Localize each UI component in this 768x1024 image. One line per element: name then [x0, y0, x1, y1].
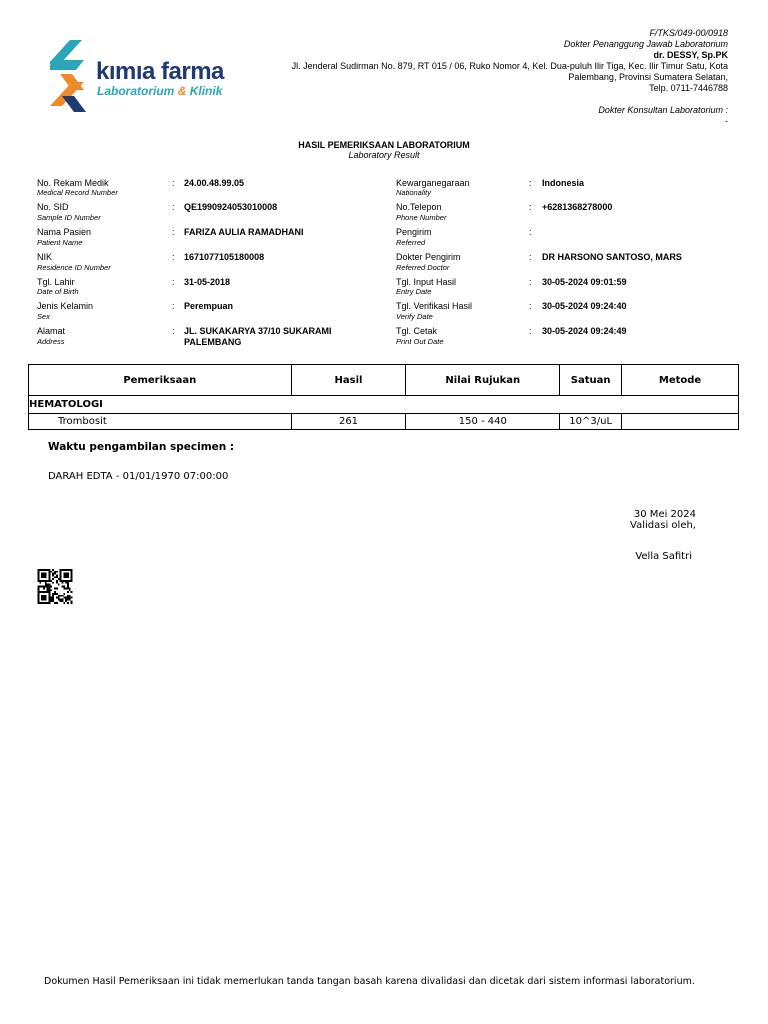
header-unit: Satuan	[560, 365, 622, 396]
info-value: DR HARSONO SANTOSO, MARS	[542, 252, 682, 262]
info-value: 1671077105180008	[184, 252, 265, 262]
info-label-en: Medical Record Number	[37, 188, 118, 197]
section-row	[29, 396, 739, 414]
info-label-en: Sample ID Number	[37, 213, 101, 222]
info-label: Tgl. Lahir	[37, 277, 75, 287]
table-row	[29, 414, 739, 430]
info-label: No. SID	[37, 202, 69, 212]
info-label-en: Phone Number	[396, 213, 447, 222]
cell-test: Trombosit	[29, 414, 292, 430]
info-colon: :	[529, 252, 532, 262]
info-value: 30-05-2024 09:01:59	[542, 277, 627, 287]
info-label-en: Residence ID Number	[37, 263, 111, 272]
doctor-in-charge: dr. DESSY, Sp.PK	[653, 50, 728, 60]
info-label: No. Rekam Medik	[37, 178, 109, 188]
info-colon: :	[172, 326, 175, 336]
validation-date: 30 Mei 2024	[633, 509, 696, 520]
consultant-label: Dokter Konsultan Laboratorium :	[598, 105, 728, 115]
info-label: Jenis Kelamin	[37, 301, 94, 311]
header-result: Hasil	[291, 365, 406, 396]
info-colon: :	[529, 326, 532, 336]
info-label-en: Address	[37, 337, 65, 346]
info-value: 30-05-2024 09:24:40	[542, 301, 627, 311]
validation-label: Validasi oleh,	[630, 520, 696, 531]
header-method: Metode	[622, 365, 739, 396]
info-label-en: Date of Birth	[37, 287, 79, 296]
header-reference: Nilai Rujukan	[406, 365, 560, 396]
info-value: Perempuan	[184, 301, 234, 311]
info-colon: :	[529, 227, 532, 237]
form-code: F/TKS/049-00/0918	[649, 28, 728, 38]
info-label-en: Nationality	[396, 188, 432, 197]
lab-address-line1: Jl. Jenderal Sudirman No. 879, RT 015 / 06, Ruko Nomor 4, Kel. Dua-puluh Ilir Tiga, Kec. Ilir Timur Satu, Kota	[291, 61, 728, 71]
brand-name: kımıa farma	[96, 58, 224, 85]
doctor-in-charge-label: Dokter Penanggung Jawab Laboratorium	[563, 39, 728, 49]
info-value-line2: PALEMBANG	[184, 337, 242, 347]
consultant-value: -	[725, 116, 728, 126]
info-label: Pengirim	[396, 227, 432, 237]
section-label: HEMATOLOGI	[29, 396, 739, 414]
results-header-row	[29, 365, 739, 396]
info-label: No.Telepon	[396, 202, 442, 212]
info-value: 30-05-2024 09:24:49	[542, 326, 627, 336]
specimen-value: DARAH EDTA - 01/01/1970 07:00:00	[48, 471, 229, 482]
info-label: NIK	[37, 252, 53, 262]
specimen-label: Waktu pengambilan specimen :	[48, 441, 235, 453]
cell-reference: 150 - 440	[406, 414, 560, 430]
document-title: HASIL PEMERIKSAAN LABORATORIUM	[298, 140, 470, 150]
info-value: +6281368278000	[542, 202, 613, 212]
info-value: QE1990924053010008	[184, 202, 278, 212]
info-value: 24.00.48.99.05	[184, 178, 245, 188]
info-colon: :	[529, 202, 532, 212]
info-colon: :	[172, 277, 175, 287]
brand-subtitle: Laboratorium & Klinik	[97, 84, 223, 98]
info-label-en: Referred	[396, 238, 426, 247]
info-colon: :	[529, 301, 532, 311]
info-label: Nama Pasien	[37, 227, 92, 237]
document-subtitle: Laboratory Result	[348, 150, 420, 160]
info-label-en: Referred Doctor	[396, 263, 450, 272]
lab-phone: Telp. 0711-7446788	[649, 83, 728, 93]
info-label-en: Print Out Date	[396, 337, 444, 346]
info-label-en: Verify Date	[396, 312, 433, 321]
info-colon: :	[172, 227, 175, 237]
info-colon: :	[529, 277, 532, 287]
footer-note: Dokumen Hasil Pemeriksaan ini tidak memerlukan tanda tangan basah karena divalidasi dan dicetak dari sistem informasi laboratorium.	[44, 976, 695, 987]
info-label-en: Sex	[37, 312, 50, 321]
cell-method	[622, 414, 739, 430]
info-colon: :	[529, 178, 532, 188]
cell-unit: 10^3/uL	[560, 414, 622, 430]
info-value: Indonesia	[542, 178, 585, 188]
info-value: JL. SUKAKARYA 37/10 SUKARAMI	[184, 326, 332, 336]
info-colon: :	[172, 202, 175, 212]
info-label: Kewarganegaraan	[396, 178, 470, 188]
info-colon: :	[172, 301, 175, 311]
info-colon: :	[172, 178, 175, 188]
info-label: Alamat	[37, 326, 66, 336]
header-examination: Pemeriksaan	[29, 365, 292, 396]
info-label: Tgl. Verifikasi Hasil	[396, 301, 473, 311]
info-label-en: Entry Date	[396, 287, 432, 296]
info-label: Dokter Pengirim	[396, 252, 461, 262]
info-label: Tgl. Cetak	[396, 326, 438, 336]
info-label-en: Patient Name	[37, 238, 83, 247]
info-value: FARIZA AULIA RAMADHANI	[184, 227, 304, 237]
qr-code-icon	[36, 569, 74, 604]
info-value: 31-05-2018	[184, 277, 231, 287]
cell-result: 261	[291, 414, 406, 430]
validator-name: Vella Safitri	[635, 551, 692, 562]
results-table	[28, 364, 739, 430]
info-colon: :	[172, 252, 175, 262]
info-label: Tgl. Input Hasil	[396, 277, 457, 287]
lab-address-line2: Palembang, Provinsi Sumatera Selatan,	[568, 72, 728, 82]
